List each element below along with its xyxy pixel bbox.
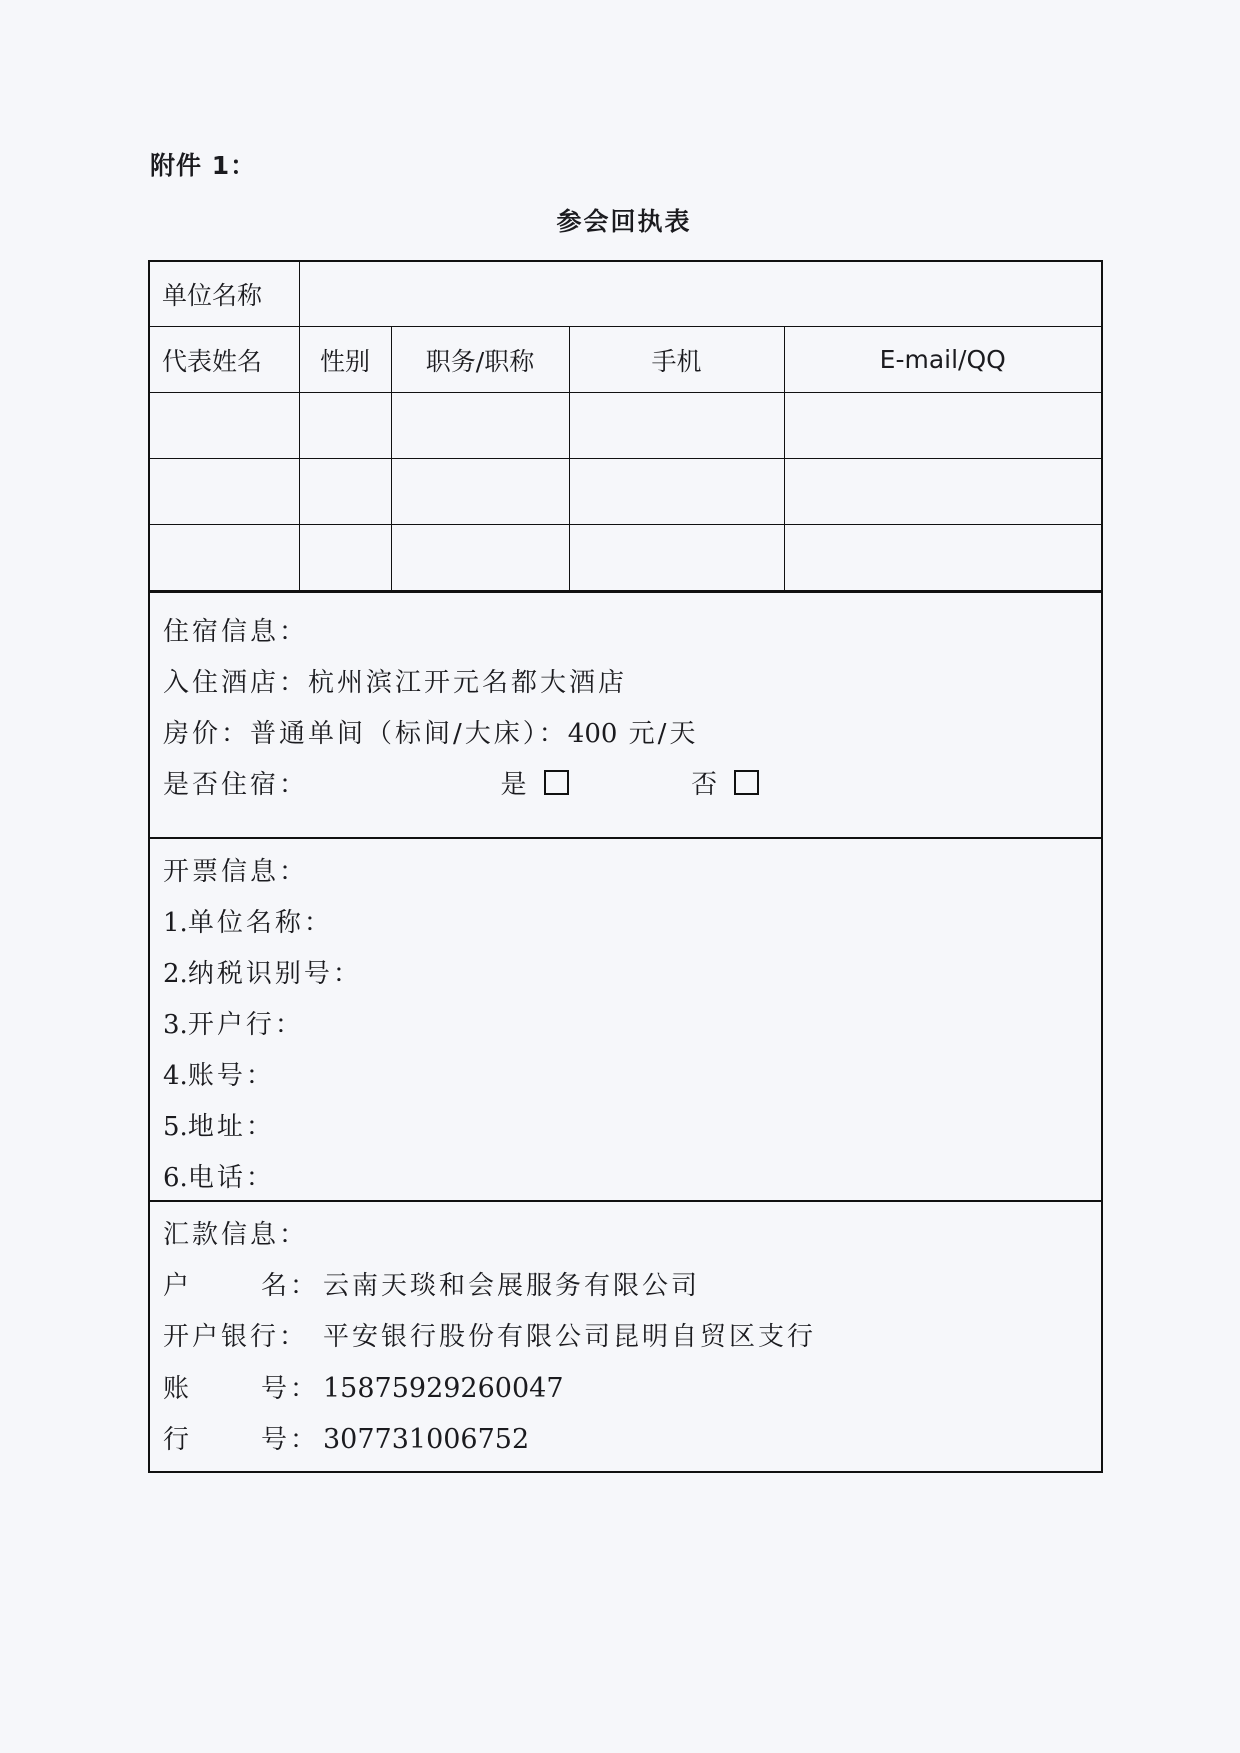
table-row [150,525,1101,591]
column-header-name: 代表姓名 [150,327,299,393]
cell-mobile[interactable] [569,459,784,525]
cell-gender[interactable] [299,459,391,525]
invoice-item-bank[interactable] [163,1000,1101,1051]
invoice-item-phone[interactable] [163,1153,1101,1204]
table-row [150,393,1101,459]
item-label: 纳税识别号： [187,959,362,989]
item-number: 4. [163,1061,188,1091]
invoice-item-tax-id[interactable] [163,949,1101,1000]
cell-mobile[interactable] [569,393,784,459]
item-number: 6. [163,1163,188,1193]
hotel-label: 入住酒店： [163,668,309,698]
item-label: 地址： [187,1112,275,1142]
account-number-label: 账 号： [163,1374,320,1404]
price-unit: 元/天 [617,719,699,749]
remittance-section [150,1200,1101,1471]
page-title: 参会回执表 [556,207,692,236]
item-label: 电话： [187,1163,275,1193]
price-label: 房价： [163,719,251,749]
cell-name[interactable] [150,525,299,591]
unit-name-label: 单位名称 [150,262,299,327]
price-amount: 400 [567,719,618,749]
cell-gender[interactable] [299,525,391,591]
account-name-label: 户 名： [163,1271,320,1301]
bank-value: 平安银行股份有限公司昆明自贸区支行 [323,1322,817,1352]
stay-no-label: 否 [691,770,721,800]
unit-name-field[interactable] [299,262,1101,327]
invoice-item-account[interactable] [163,1051,1101,1102]
item-number: 2. [163,959,188,989]
item-label: 开户行： [187,1010,304,1040]
invoice-heading: 开票信息： [163,857,309,887]
price-room-type: 普通单间（标间/大床）： [250,719,568,749]
stay-yes-option[interactable] [501,760,569,811]
item-label: 单位名称： [187,908,333,938]
accommodation-heading: 住宿信息： [163,617,309,647]
account-name-value: 云南天琰和会展服务有限公司 [323,1271,701,1301]
stay-yes-checkbox[interactable] [544,770,569,795]
table-row [150,459,1101,525]
stay-question: 是否住宿： [163,770,309,800]
bank-code-value: 307731006752 [323,1424,530,1455]
stay-line [163,760,1101,811]
invoice-section [150,837,1101,1200]
attachment-label: 附件 1： [150,151,257,180]
stay-yes-label: 是 [500,770,530,800]
item-number: 3. [163,1010,188,1040]
bank-code-line [163,1414,1101,1465]
account-name-line [163,1261,1101,1312]
cell-title[interactable] [391,393,569,459]
column-header-title: 职务/职称 [391,327,569,393]
hotel-line [163,658,1101,709]
cell-name[interactable] [150,393,299,459]
item-label: 账号： [187,1061,275,1091]
cell-email[interactable] [784,459,1101,525]
item-number: 5. [163,1112,188,1142]
cell-title[interactable] [391,525,569,591]
price-line [163,709,1101,760]
attendee-table [150,262,1101,591]
cell-email[interactable] [784,393,1101,459]
bank-line [163,1312,1101,1363]
bank-code-label: 行 号： [163,1425,320,1455]
item-number: 1. [163,908,188,938]
table-header-row [150,327,1101,393]
remittance-heading: 汇款信息： [163,1220,309,1250]
stay-no-option[interactable] [691,760,759,811]
column-header-gender: 性别 [299,327,391,393]
hotel-value: 杭州滨江开元名都大酒店 [308,668,628,698]
stay-no-checkbox[interactable] [734,770,759,795]
cell-email[interactable] [784,525,1101,591]
registration-form [148,260,1103,1473]
cell-title[interactable] [391,459,569,525]
account-number-value: 15875929260047 [323,1373,564,1404]
invoice-item-address[interactable] [163,1102,1101,1153]
cell-mobile[interactable] [569,525,784,591]
invoice-item-unit-name[interactable] [163,898,1101,949]
column-header-email: E-mail/QQ [784,327,1101,393]
column-header-mobile: 手机 [569,327,784,393]
accommodation-section [150,591,1101,837]
unit-name-row [150,262,1101,327]
account-number-line [163,1363,1101,1414]
cell-gender[interactable] [299,393,391,459]
bank-label: 开户银行： [163,1322,309,1352]
cell-name[interactable] [150,459,299,525]
